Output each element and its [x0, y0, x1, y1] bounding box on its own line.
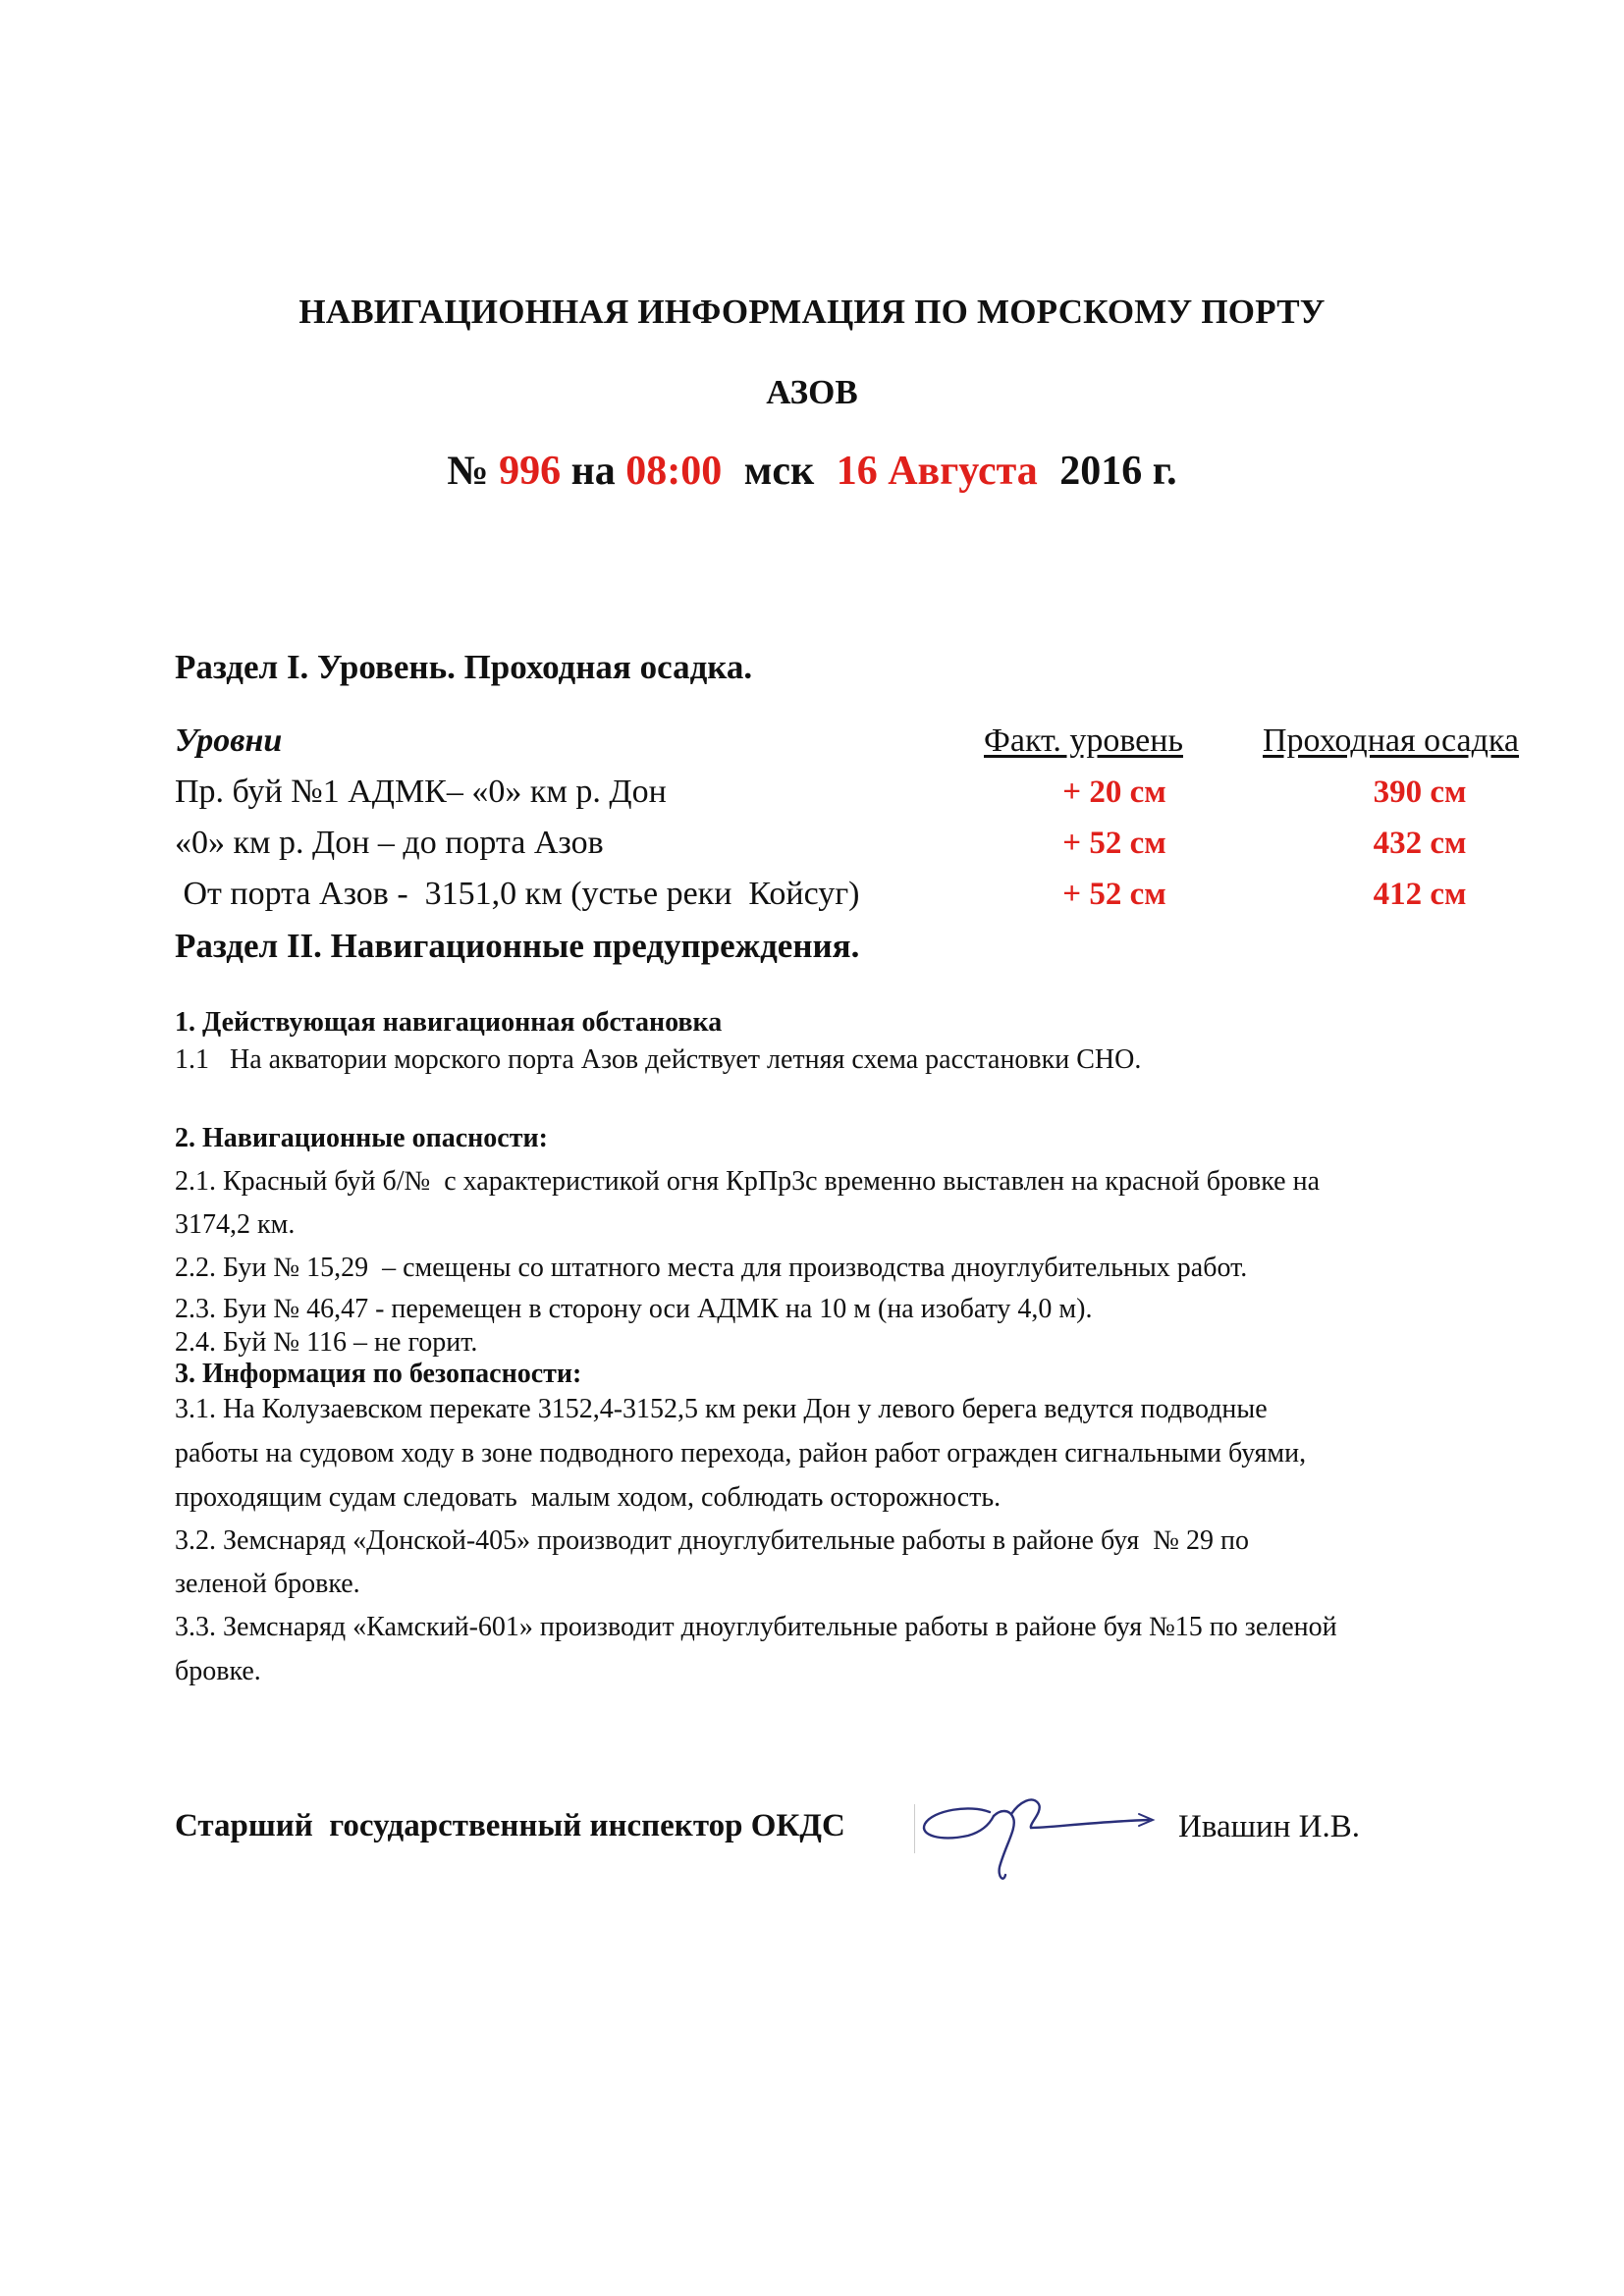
part2-line: 2.1. Красный буй б/№ с характеристикой огня КрПр3с временно выставлен на красной бровке на — [175, 1166, 1321, 1197]
part3-line: 3.3. Земснаряд «Камский-601» производит дноуглубительные работы в районе буя №15 по зеленой — [175, 1612, 1337, 1642]
bulletin-time: 08:00 — [625, 449, 723, 494]
part2-heading: 2. Навигационные опасности: — [175, 1123, 548, 1153]
signatory-position: Старший государственный инспектор ОКДС — [175, 1808, 845, 1843]
fact-level-row-1: + 20 см — [1062, 774, 1166, 810]
part3-line: зеленой бровке. — [175, 1569, 360, 1599]
port-name: АЗОВ — [766, 373, 858, 411]
bulletin-date: 16 Августа — [836, 449, 1038, 494]
segment-row-3: От порта Азов - 3151,0 км (устье реки Койсуг) — [175, 876, 860, 912]
section2-heading: Раздел II. Навигационные предупреждения. — [175, 927, 860, 965]
part3-line: 3.2. Земснаряд «Донской-405» производит дноуглубительные работы в районе буя № 29 по — [175, 1525, 1250, 1556]
part1-heading: 1. Действующая навигационная обстановка — [175, 1007, 723, 1038]
fact-level-row-2: + 52 см — [1062, 826, 1166, 861]
draft-column-header: Проходная осадка — [1263, 722, 1519, 759]
levels-column-header: Уровни — [175, 722, 283, 759]
segment-row-2: «0» км р. Дон – до порта Азов — [175, 825, 604, 861]
part2-line: 2.2. Буи № 15,29 – смещены со штатного места для производства дноуглубительных работ. — [175, 1253, 1248, 1283]
fact-level-column-header: Факт. уровень — [984, 722, 1183, 759]
part3-line: бровке. — [175, 1656, 261, 1686]
segment-row-1: Пр. буй №1 АДМК– «0» км р. Дон — [175, 774, 667, 810]
part2-line: 3174,2 км. — [175, 1209, 296, 1240]
fact-level-row-3: + 52 см — [1062, 877, 1166, 912]
part2-line: 2.4. Буй № 116 – не горит. — [175, 1327, 478, 1358]
bulletin-line — [0, 448, 1624, 495]
at-word: на — [570, 449, 616, 494]
draft-row-3: 412 см — [1373, 877, 1467, 912]
part3-line: работы на судовом ходу в зоне подводного перехода, район работ огражден сигнальными буями, — [175, 1438, 1307, 1468]
part2-line: 2.3. Буи № 46,47 - перемещен в сторону оси АДМК на 10 м (на изобату 4,0 м). — [175, 1294, 1093, 1324]
draft-row-1: 390 см — [1373, 774, 1467, 810]
handwritten-signature-icon — [921, 1785, 1166, 1893]
document-title: НАВИГАЦИОННАЯ ИНФОРМАЦИЯ ПО МОРСКОМУ ПОРТУ — [298, 293, 1326, 331]
part1-line: 1.1 На акватории морского порта Азов действует летняя схема расстановки СНО. — [175, 1044, 1142, 1075]
signature-divider — [914, 1804, 915, 1853]
draft-row-2: 432 см — [1373, 826, 1467, 861]
bulletin-number: 996 — [499, 449, 562, 494]
section1-heading: Раздел I. Уровень. Проходная осадка. — [175, 648, 753, 686]
number-sign: № — [447, 449, 489, 494]
signatory-name: Ивашин И.В. — [1178, 1809, 1360, 1844]
part3-line: проходящим судам следовать малым ходом, соблюдать осторожность. — [175, 1482, 1001, 1513]
part3-line: 3.1. На Колузаевском перекате 3152,4-3152,5 км реки Дон у левого берега ведутся подводные — [175, 1394, 1268, 1424]
part3-heading: 3. Информация по безопасности: — [175, 1359, 582, 1389]
bulletin-year: 2016 г. — [1059, 449, 1177, 494]
timezone: мск — [743, 449, 815, 494]
